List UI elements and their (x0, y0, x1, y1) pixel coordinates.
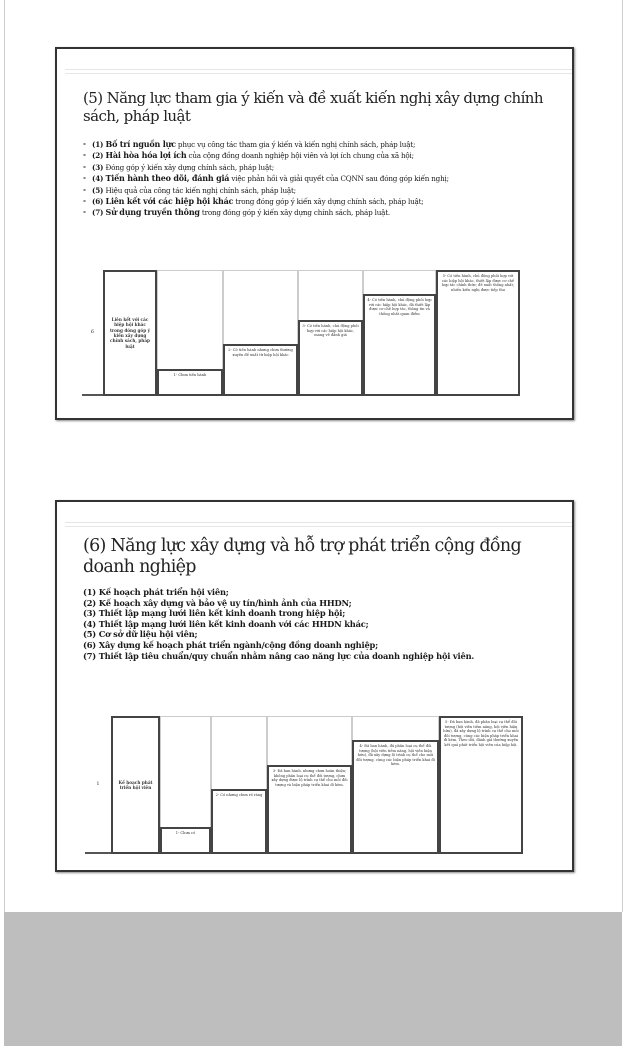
criteria-item: (1) Kế hoạch phát triển hội viên; (83, 587, 229, 597)
item-emphasis: Liên kết với các hiệp hội khác (105, 196, 234, 207)
row-index: 1 (85, 716, 111, 854)
row-index: 6 (82, 270, 103, 396)
level-4-cell: 4- Có tiến hành, chủ động phối hợp với các hiệp hội khác, đã thiết lập được cơ chế hợp tác, thông tin và thống nhất quan điểm (363, 294, 436, 396)
item-emphasis: Tiến hành theo dõi, đánh giá (105, 173, 230, 184)
level-2-cell: 2- Có tiến hành nhưng chưa thường xuyên đề xuất từ hiệp hội khác (223, 344, 298, 396)
item-emphasis: Sử dụng truyền thông (105, 207, 200, 218)
level-5-cell: 5- Có tiến hành, chủ động phối hợp với các hiệp hội khác, thiết lập được cơ chế hợp tác chính thức; đề xuất thống nhất; nhiều kiến nghị được tiếp thu (436, 270, 520, 396)
criterion-label: Kế hoạch phát triển hội viên (111, 716, 160, 854)
criterion-label: Liên kết với các hiệp hội khác trong đóng góp ý kiến xây dựng chính sách, pháp luật (103, 270, 157, 396)
item-emphasis: Hài hòa hóa lợi ích (105, 150, 187, 161)
slide-title: (6) Năng lực xây dựng và hỗ trợ phát triển cộng đồng doanh nghiệp (83, 536, 521, 577)
level-1-cell: 1- Chưa tiến hành (157, 369, 223, 396)
slide-title: (5) Năng lực tham gia ý kiến và đề xuất kiến nghị xây dựng chính sách, pháp luật (83, 89, 543, 125)
level-3-cell: 3- Có tiến hành, chủ động phối hợp với các hiệp hội khác, mang về đánh giá (298, 320, 363, 396)
item-text: của cộng đồng doanh nghiệp hội viên và lợi ích chung của xã hội; (186, 151, 414, 161)
level-5-cell: 5- Đã ban hành, đã phân loại cụ thể đối tượng (hội viên tiềm năng, hội viên hiện hữu), đã xây dựng lộ trình cụ thể cho mỗi đối tượng, cùng các biện pháp triển khai đi kèm. Theo dõi, đánh giá thường xuyên kết quả phát triển hội viên của hiệp hội. (439, 716, 523, 854)
slide-header-rule (65, 69, 572, 74)
level-2-cell: 2- Có nhưng chưa rõ ràng (211, 789, 267, 854)
criteria-item: (7) Thiết lập tiêu chuẩn/quy chuẩn nhằm nâng cao năng lực của doanh nghiệp hội viên. (83, 650, 475, 661)
criteria-item (83, 139, 558, 150)
criteria-list (83, 587, 558, 661)
item-text: phục vụ công tác tham gia ý kiến và kiến nghị chính sách, pháp luật; (175, 140, 416, 149)
item-number: (3) (92, 162, 106, 172)
criteria-item (83, 150, 558, 161)
item-number: (4) (92, 174, 106, 184)
level-4-cell: 4- Đã ban hành, đã phân loại cụ thể đối tượng (hội viên tiềm năng, hội viên hiện hữu), đã xây dựng lộ trình cụ thể cho mỗi đối tượng, cùng các biện pháp triển khai đi kèm. (352, 740, 439, 854)
item-number: (5) (92, 185, 106, 195)
criteria-item (83, 207, 558, 218)
criteria-item: (2) Kế hoạch xây dựng và bảo vệ uy tín/hình ảnh của HHDN; (83, 597, 352, 608)
criteria-item: (3) Thiết lập mạng lưới liên kết kinh doanh trong hiệp hội; (83, 608, 346, 619)
item-number: (1) (92, 140, 106, 149)
criteria-item: (5) Cơ sở dữ liệu hội viên; (83, 629, 198, 640)
page-background-gray (4, 912, 622, 1046)
criteria-item (83, 185, 558, 196)
criteria-list (83, 139, 558, 219)
item-number: (7) (92, 208, 106, 218)
item-number: (2) (92, 151, 106, 161)
criteria-item (83, 173, 558, 184)
level-1-cell: 1- Chưa có (160, 827, 211, 854)
criteria-item (83, 162, 558, 173)
item-text: việc phản hồi và giải quyết của CQNN sau đóng góp kiến nghị; (229, 174, 449, 184)
criteria-item: (4) Thiết lập mạng lưới liên kết kinh doanh với các HHDN khác; (83, 618, 369, 629)
item-emphasis: Bố trí nguồn lực (105, 139, 176, 149)
criteria-item (83, 196, 558, 207)
item-text: trong đóng góp ý kiến xây dựng chính sách, pháp luật; (233, 197, 424, 207)
item-text: Đóng góp ý kiến xây dựng chính sách, pháp luật; (105, 162, 274, 172)
slide-header-rule (65, 522, 572, 527)
criteria-item: (6) Xây dựng kế hoạch phát triển ngành/cộng đồng doanh nghiệp; (83, 639, 379, 650)
item-text: Hiệu quả của công tác kiến nghị chính sách, pháp luật; (105, 185, 296, 195)
item-number: (6) (92, 197, 106, 207)
level-3-cell: 3- Đã ban hành, nhưng chưa hoàn thiện; không phân loại cụ thể đối tượng, chưa xây dựng được lộ trình cụ thể cho mỗi đối tượng và biện pháp triển khai đi kèm. (267, 765, 352, 854)
item-text: trong đóng góp ý kiến xây dựng chính sách, pháp luật. (199, 208, 390, 218)
